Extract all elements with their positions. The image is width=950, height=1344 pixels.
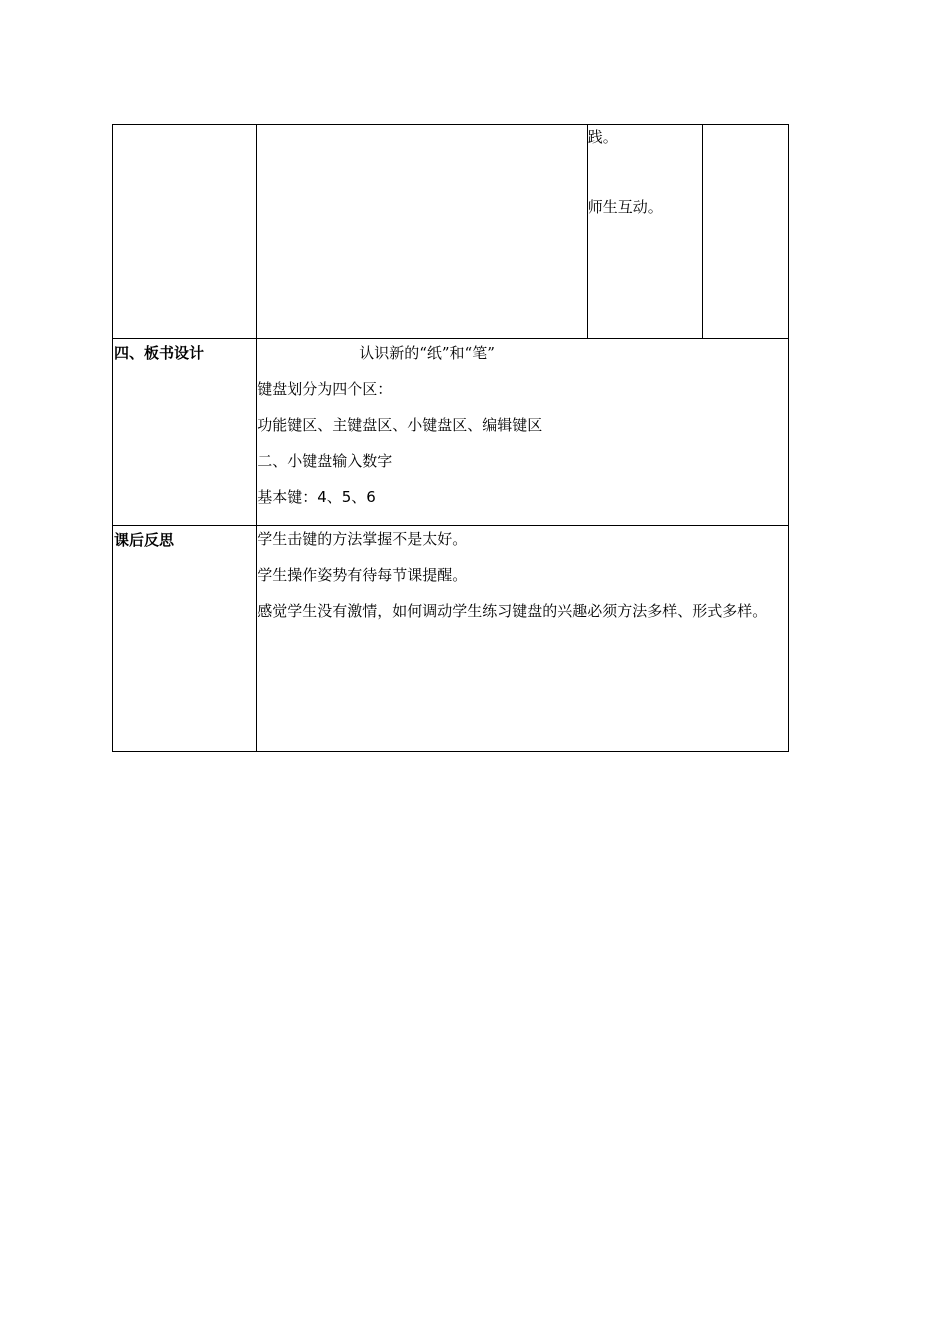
activity-note-interaction: 师生互动。 <box>587 198 663 216</box>
board-design-line-2: 功能键区、主键盘区、小键盘区、编辑键区 <box>257 416 543 434</box>
board-design-title: 认识新的“纸”和“笔” <box>359 344 495 362</box>
reflection-content <box>257 526 789 752</box>
board-design-line-4 <box>257 487 788 507</box>
cell-empty-notes <box>702 125 788 339</box>
basic-keys-prefix: 基本键： <box>257 488 318 506</box>
cell-empty-label <box>113 125 257 339</box>
board-design-line-1: 键盘划分为四个区： <box>257 380 393 398</box>
table-row-board-design <box>113 339 789 526</box>
lesson-plan-table <box>112 124 789 752</box>
table-row-continued-activity <box>113 125 789 339</box>
reflection-label: 课后反思 <box>113 526 257 752</box>
table-row-reflection <box>113 526 789 752</box>
reflection-line-1: 学生击键的方法掌握不是太好。 <box>257 530 468 548</box>
board-design-line-3: 二、小键盘输入数字 <box>257 452 393 470</box>
reflection-line-3: 感觉学生没有激情，如何调动学生练习键盘的兴趣必须方法多样、形式多样。 <box>257 602 768 620</box>
activity-note-practice: 践。 <box>587 128 618 146</box>
cell-student-activity <box>587 125 702 339</box>
basic-keys-values: 4、5、6 <box>317 488 376 506</box>
cell-empty-content <box>257 125 587 339</box>
board-design-label: 四、板书设计 <box>113 339 257 526</box>
board-design-content <box>257 339 789 526</box>
reflection-line-2: 学生操作姿势有待每节课提醒。 <box>257 566 468 584</box>
